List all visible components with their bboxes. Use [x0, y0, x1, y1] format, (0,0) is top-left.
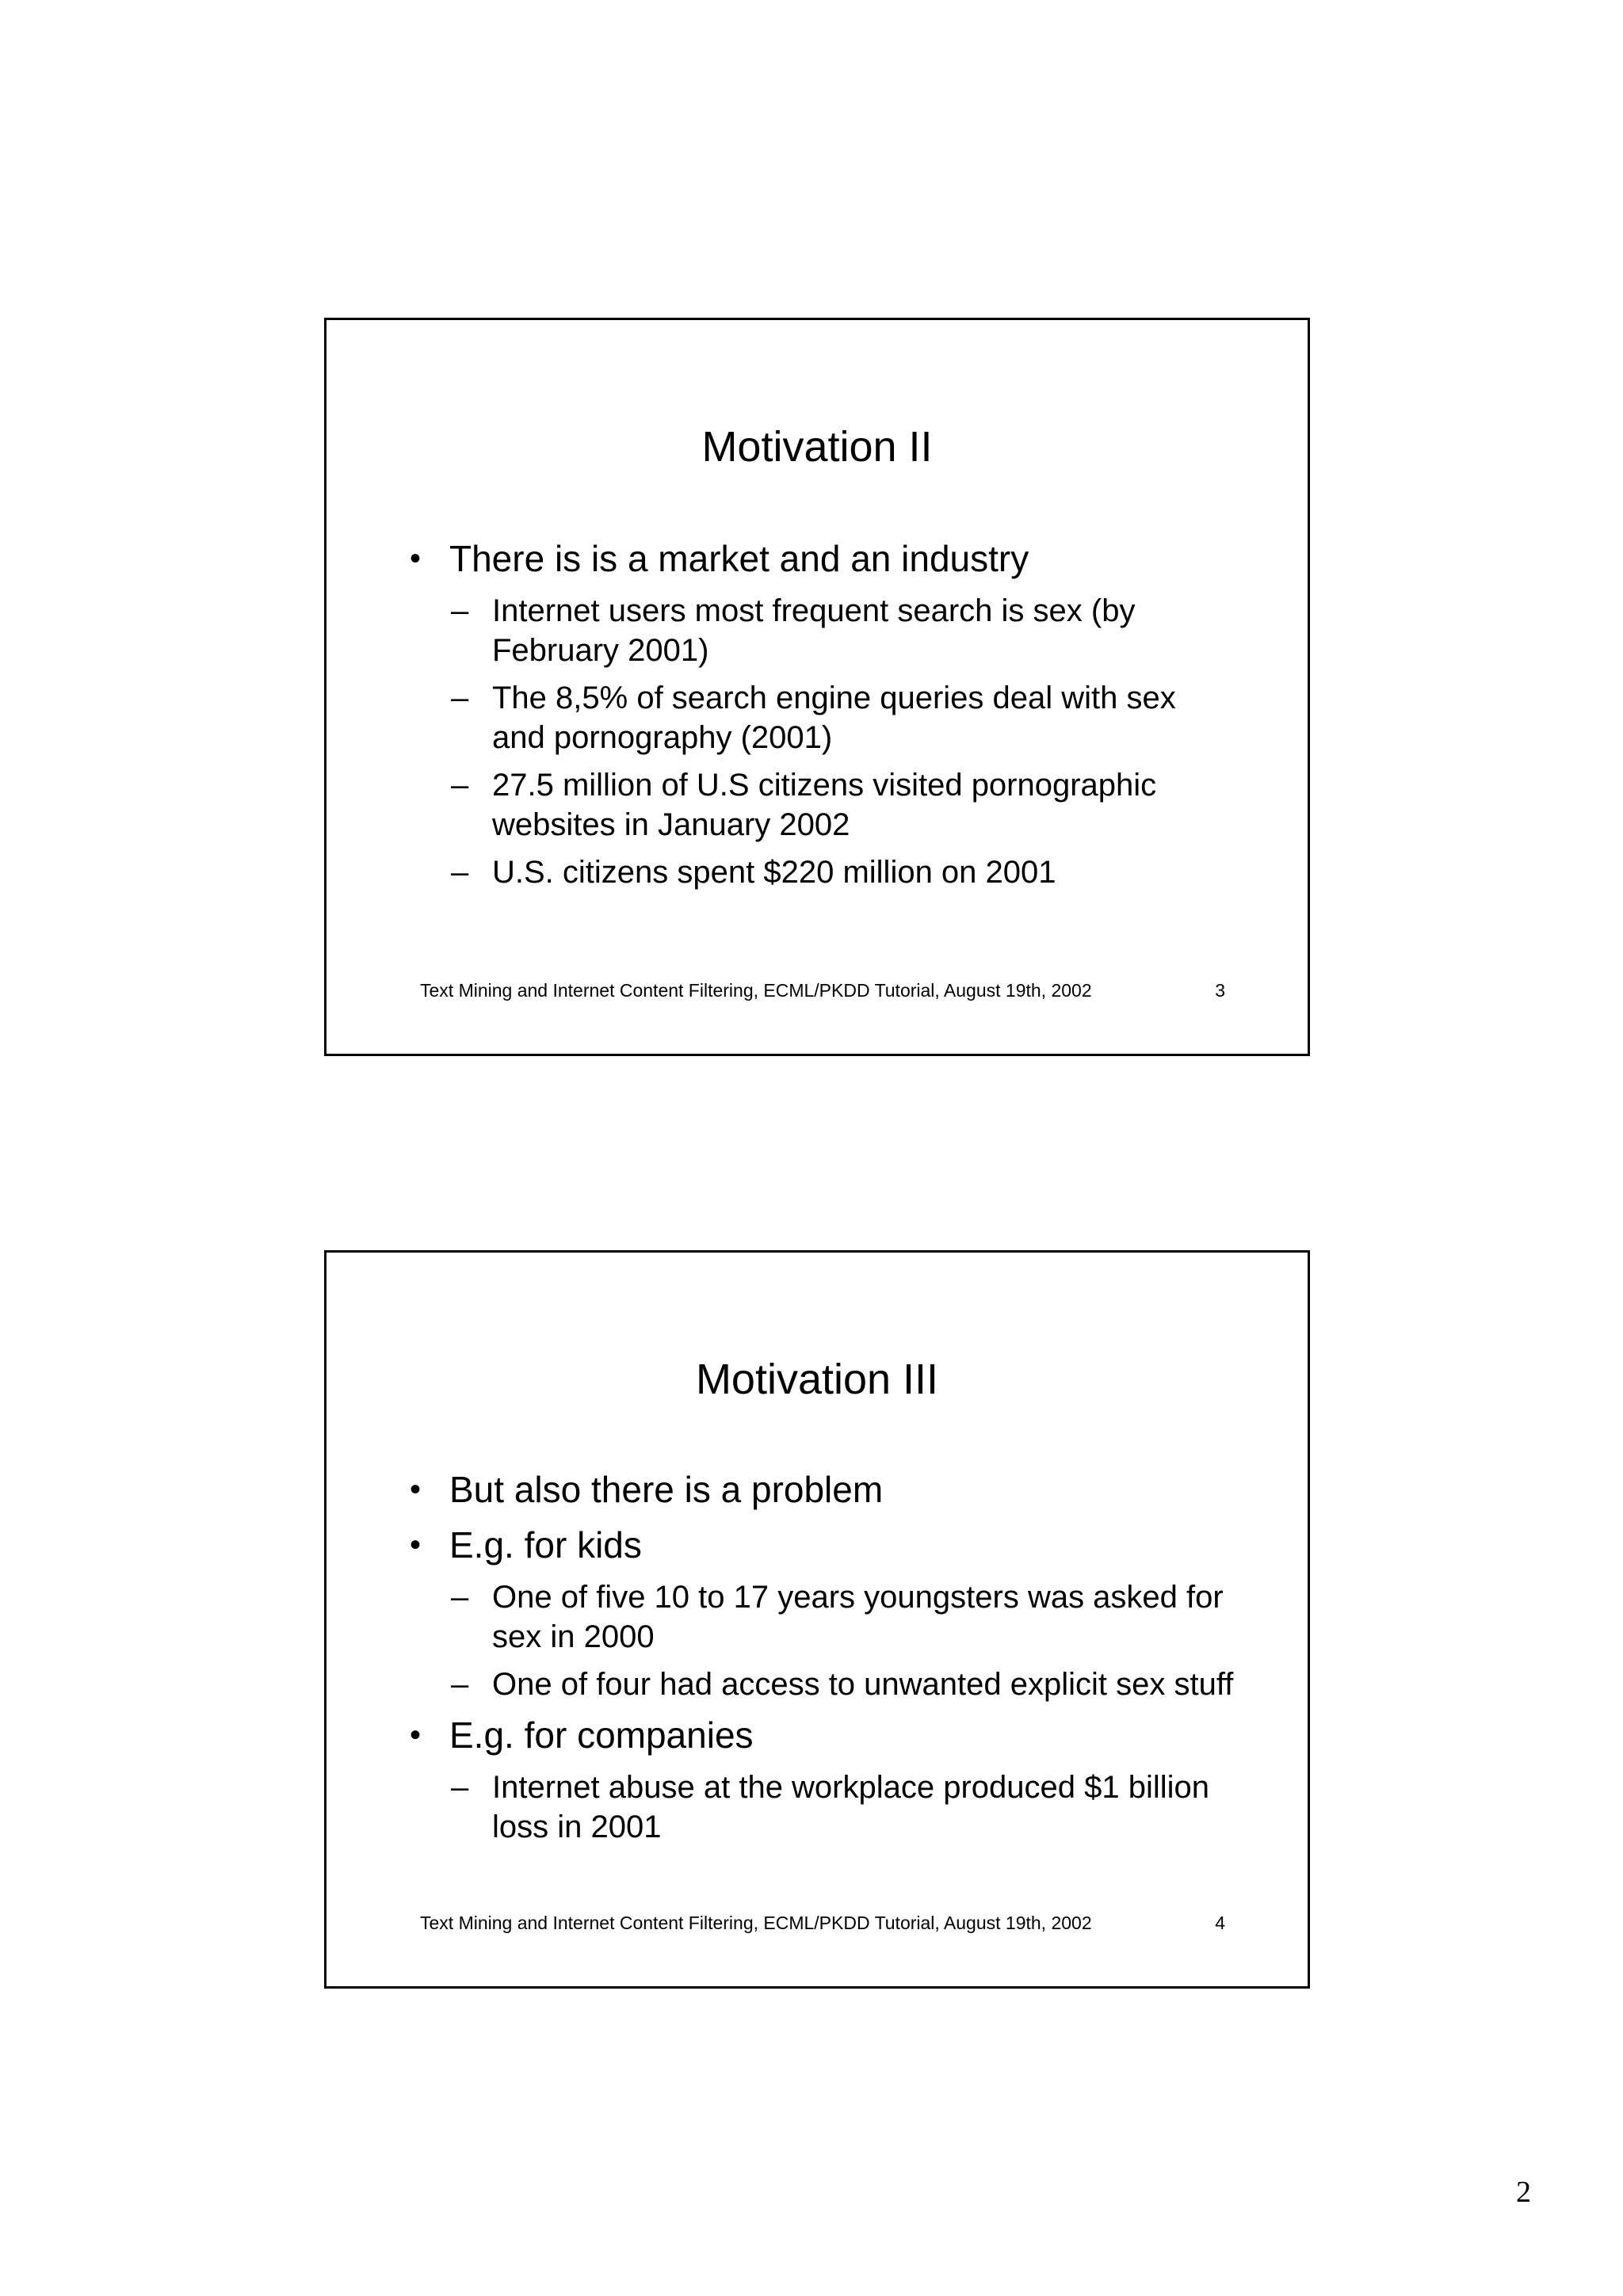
slide-motivation-ii — [324, 318, 1310, 1056]
dash-marker: – — [451, 681, 469, 715]
dash-marker: – — [451, 1770, 469, 1805]
footer-text: Text Mining and Internet Content Filtering, ECML/PKDD Tutorial, August 19th, 2002 — [420, 980, 1092, 1001]
sub-bullet-text: One of four had access to unwanted explicit sex stuff — [492, 1667, 1234, 1702]
dash-marker: – — [451, 855, 469, 890]
sub-bullet-item — [410, 1768, 1236, 1847]
slide-motivation-iii — [324, 1250, 1310, 1989]
bullet-text: E.g. for kids — [449, 1524, 642, 1566]
sub-bullet-item — [410, 678, 1236, 757]
slide-title: Motivation III — [695, 1356, 939, 1403]
bullet-text: E.g. for companies — [449, 1714, 754, 1756]
slide-number: 4 — [1215, 1913, 1225, 1933]
sub-bullet-list — [410, 591, 1236, 892]
bullet-item — [410, 1522, 1236, 1568]
sub-bullet-item — [410, 591, 1236, 670]
sub-bullet-item — [410, 765, 1236, 845]
dash-marker: – — [451, 768, 469, 803]
page-number: 2 — [1516, 2176, 1531, 2209]
sub-bullet-item — [410, 1577, 1236, 1657]
bullet-item — [410, 536, 1236, 582]
bullet-marker: • — [410, 1472, 422, 1507]
sub-bullet-list — [410, 1577, 1236, 1704]
bullet-text: But also there is a problem — [449, 1469, 884, 1510]
sub-bullet-item — [410, 852, 1236, 892]
sub-bullet-text: Internet abuse at the workplace produced $1 billion loss in 2001 — [492, 1770, 1210, 1844]
bullet-list — [410, 536, 1236, 900]
bullet-marker: • — [410, 1527, 422, 1562]
bullet-marker: • — [410, 541, 422, 576]
slide-number: 3 — [1215, 980, 1225, 1001]
sub-bullet-text: 27.5 million of U.S citizens visited pornographic websites in January 2002 — [492, 768, 1157, 842]
sub-bullet-list — [410, 1768, 1236, 1847]
sub-bullet-item — [410, 1665, 1236, 1704]
sub-bullet-text: Internet users most frequent search is sex (by February 2001) — [492, 593, 1136, 668]
bullet-marker: • — [410, 1718, 422, 1753]
bullet-item — [410, 1712, 1236, 1758]
bullet-text: There is is a market and an industry — [449, 538, 1029, 579]
bullet-item — [410, 1466, 1236, 1512]
dash-marker: – — [451, 593, 469, 628]
sub-bullet-text: One of five 10 to 17 years youngsters was asked for sex in 2000 — [492, 1580, 1224, 1654]
dash-marker: – — [451, 1667, 469, 1702]
sub-bullet-text: U.S. citizens spent $220 million on 2001 — [492, 855, 1056, 890]
bullet-list — [410, 1466, 1236, 1855]
dash-marker: – — [451, 1580, 469, 1615]
slide-title: Motivation II — [701, 423, 933, 471]
footer-text: Text Mining and Internet Content Filtering, ECML/PKDD Tutorial, August 19th, 2002 — [420, 1913, 1092, 1933]
sub-bullet-text: The 8,5% of search engine queries deal with sex and pornography (2001) — [492, 681, 1176, 755]
slide-footer — [420, 979, 1225, 1001]
slide-footer — [420, 1912, 1225, 1934]
